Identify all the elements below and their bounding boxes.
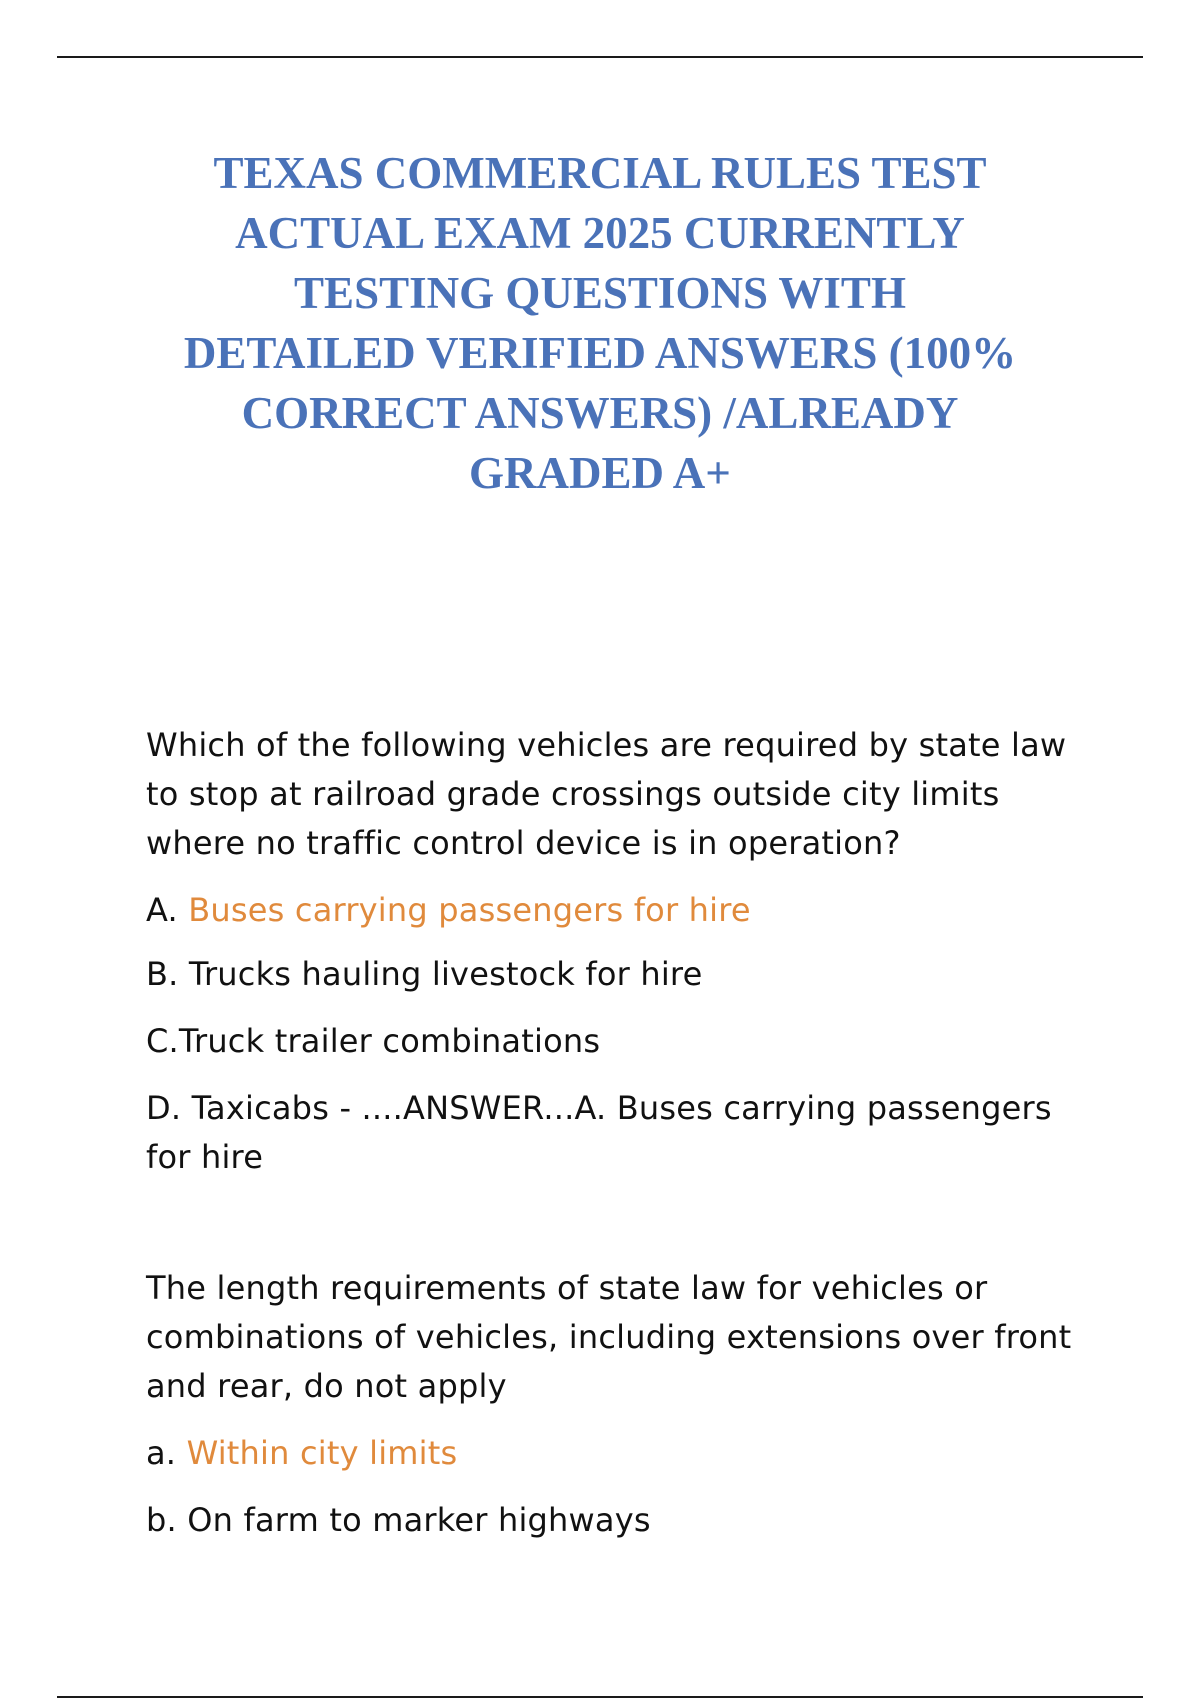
top-divider [57,56,1143,58]
option-text: On farm to marker highways [187,1501,651,1539]
question-2-text: The length requirements of state law for vehicles or combinations of vehicles, including extensions over front and rear, do not apply [146,1269,1072,1405]
option-text: Truck trailer combinations [178,1022,601,1060]
option-text-highlighted: Buses carrying passengers for hire [188,891,751,929]
title-line: CORRECT ANSWERS) /ALREADY [241,388,959,438]
option-prefix: b. [146,1501,188,1539]
option-prefix: D. [146,1089,192,1127]
question-1-option-a [146,886,1086,935]
title-line: ACTUAL EXAM 2025 CURRENTLY [235,208,965,258]
option-text: Taxicabs - ....ANSWER...A. Buses carrying passengers for hire [146,1089,1052,1176]
option-prefix: B. [146,955,189,993]
question-2-option-a [146,1429,1086,1478]
option-prefix: C. [146,1022,179,1060]
question-1-option-c [146,1017,1086,1066]
title-line: TESTING QUESTIONS WITH [294,268,906,318]
question-1-option-b [146,950,1086,999]
option-text-highlighted: Within city limits [186,1434,458,1472]
document-title [110,143,1090,503]
title-line: DETAILED VERIFIED ANSWERS (100% [183,328,1017,378]
title-line: GRADED A+ [469,448,731,498]
bottom-divider [57,1696,1143,1698]
option-text: Trucks hauling livestock for hire [188,955,703,993]
question-1-text: Which of the following vehicles are required by state law to stop at railroad grade crossings outside city limits where no traffic control device is in operation? [146,726,1067,862]
option-prefix: A. [146,891,189,929]
question-1-option-d-with-answer [146,1084,1086,1182]
title-line: TEXAS COMMERCIAL RULES TEST [213,148,987,198]
option-prefix: a. [146,1434,187,1472]
question-2-option-b [146,1496,1086,1545]
